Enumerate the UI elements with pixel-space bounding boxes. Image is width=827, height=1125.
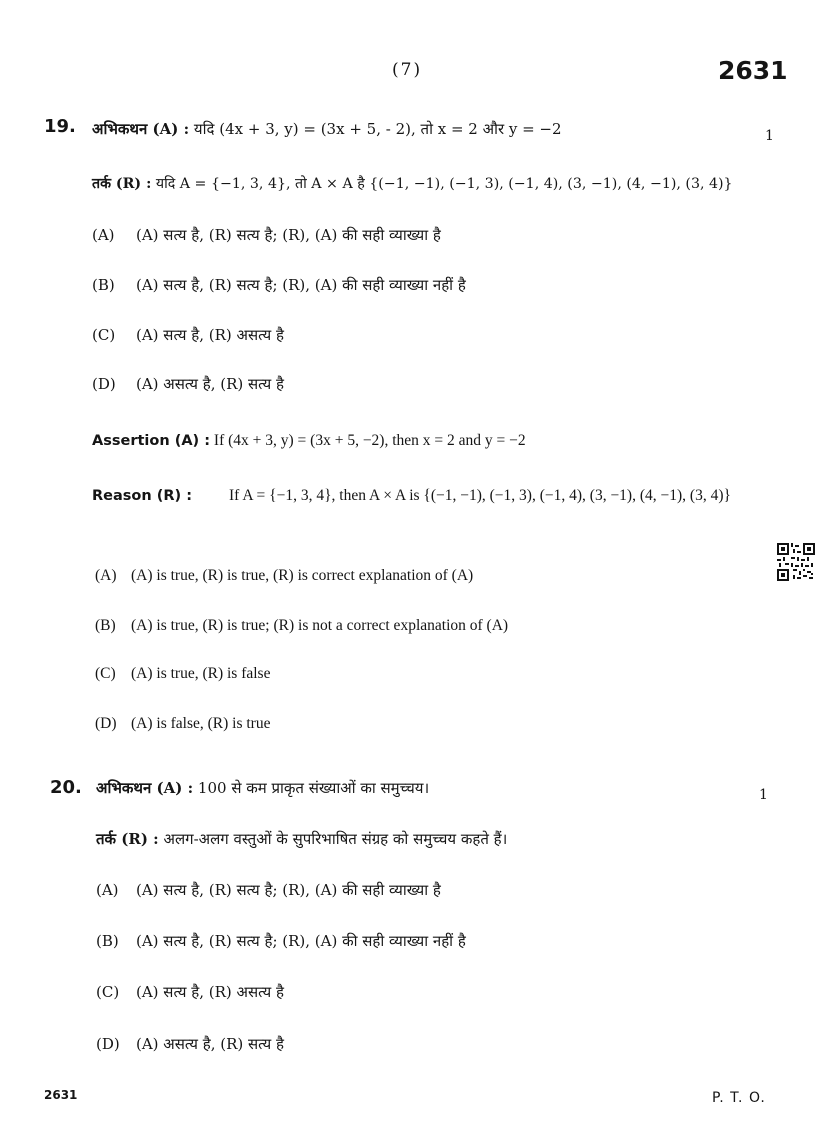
option-a[interactable] bbox=[92, 225, 441, 245]
option-key: (C) bbox=[92, 326, 116, 344]
paper-code-header: 2631 bbox=[718, 56, 788, 85]
option-b[interactable] bbox=[92, 275, 466, 295]
option-text: (A) सत्य है, (R) सत्य है; (R), (A) की सही व्याख्या नहीं है bbox=[136, 276, 466, 294]
option-key: (B) bbox=[95, 617, 116, 634]
question-marks: 1 bbox=[759, 787, 768, 803]
option-b[interactable] bbox=[95, 617, 508, 635]
assertion-text: यदि (4x + 3, y) = (3x + 5, - 2), तो x = 2 और y = −2 bbox=[193, 120, 562, 138]
reason-label: तर्क (R) : bbox=[96, 830, 159, 848]
option-c[interactable] bbox=[96, 982, 284, 1002]
option-text: (A) सत्य है, (R) सत्य है; (R), (A) की सही व्याख्या है bbox=[136, 226, 441, 244]
qr-code-icon bbox=[777, 543, 815, 581]
option-text: (A) असत्य है, (R) सत्य है bbox=[136, 1035, 284, 1053]
option-text: (A) सत्य है, (R) असत्य है bbox=[136, 983, 284, 1001]
reason-hindi bbox=[96, 829, 507, 849]
option-d[interactable] bbox=[95, 715, 270, 733]
option-text: (A) सत्य है, (R) सत्य है; (R), (A) की सही व्याख्या नहीं है bbox=[136, 932, 466, 950]
assertion-hindi bbox=[92, 119, 562, 139]
option-key: (C) bbox=[95, 665, 116, 682]
assertion-text: 100 से कम प्राकृत संख्याओं का समुच्चय। bbox=[197, 779, 430, 797]
option-text: (A) is false, (R) is true bbox=[131, 715, 271, 732]
question-marks: 1 bbox=[765, 128, 774, 144]
option-c[interactable] bbox=[92, 325, 284, 345]
reason-english bbox=[92, 482, 777, 510]
option-key: (A) bbox=[92, 226, 115, 244]
option-key: (D) bbox=[92, 375, 116, 393]
question-number: 20. bbox=[50, 777, 82, 798]
option-d[interactable] bbox=[96, 1034, 284, 1054]
option-b[interactable] bbox=[96, 931, 466, 951]
page-number: (7) bbox=[392, 60, 423, 80]
option-d[interactable] bbox=[92, 374, 284, 394]
option-text: (A) is true, (R) is true; (R) is not a correct explanation of (A) bbox=[131, 617, 509, 634]
question-number: 19. bbox=[44, 116, 76, 137]
option-key: (D) bbox=[96, 1035, 120, 1053]
assertion-english bbox=[92, 432, 526, 450]
assertion-label: अभिकथन (A) : bbox=[92, 120, 190, 138]
option-text: (A) सत्य है, (R) असत्य है bbox=[136, 326, 284, 344]
reason-text: If A = {−1, 3, 4}, then A × A is {(−1, −1), (−1, 3), (−1, 4), (3, −1), (4, −1), (3, 4)} bbox=[229, 487, 731, 504]
option-key: (A) bbox=[96, 881, 119, 899]
option-key: (C) bbox=[96, 983, 120, 1001]
option-key: (B) bbox=[96, 932, 119, 950]
assertion-text: If (4x + 3, y) = (3x + 5, −2), then x = 2 and y = −2 bbox=[213, 432, 526, 449]
option-text: (A) असत्य है, (R) सत्य है bbox=[136, 375, 284, 393]
option-text: (A) is true, (R) is true, (R) is correct explanation of (A) bbox=[131, 567, 474, 584]
paper-code-footer: 2631 bbox=[44, 1088, 78, 1102]
option-text: (A) is true, (R) is false bbox=[131, 665, 271, 682]
option-text: (A) सत्य है, (R) सत्य है; (R), (A) की सही व्याख्या है bbox=[136, 881, 441, 899]
assertion-label: अभिकथन (A) : bbox=[96, 779, 194, 797]
option-key: (B) bbox=[92, 276, 115, 294]
option-a[interactable] bbox=[95, 567, 473, 585]
option-key: (A) bbox=[95, 567, 117, 584]
reason-label: तर्क (R) : bbox=[92, 176, 152, 192]
assertion-label: Assertion (A) : bbox=[92, 433, 211, 449]
reason-text: यदि A = {−1, 3, 4}, तो A × A है {(−1, −1), (−1, 3), (−1, 4), (3, −1), (4, −1), (3, 4)} bbox=[155, 176, 733, 192]
option-c[interactable] bbox=[95, 665, 270, 683]
option-key: (D) bbox=[95, 715, 117, 732]
option-a[interactable] bbox=[96, 880, 441, 900]
reason-hindi bbox=[92, 174, 733, 193]
pto-label: P. T. O. bbox=[712, 1090, 766, 1106]
assertion-hindi bbox=[96, 778, 429, 798]
reason-text: अलग-अलग वस्तुओं के सुपरिभाषित संग्रह को समुच्चय कहते हैं। bbox=[163, 830, 508, 848]
reason-label: Reason (R) : bbox=[92, 488, 193, 504]
